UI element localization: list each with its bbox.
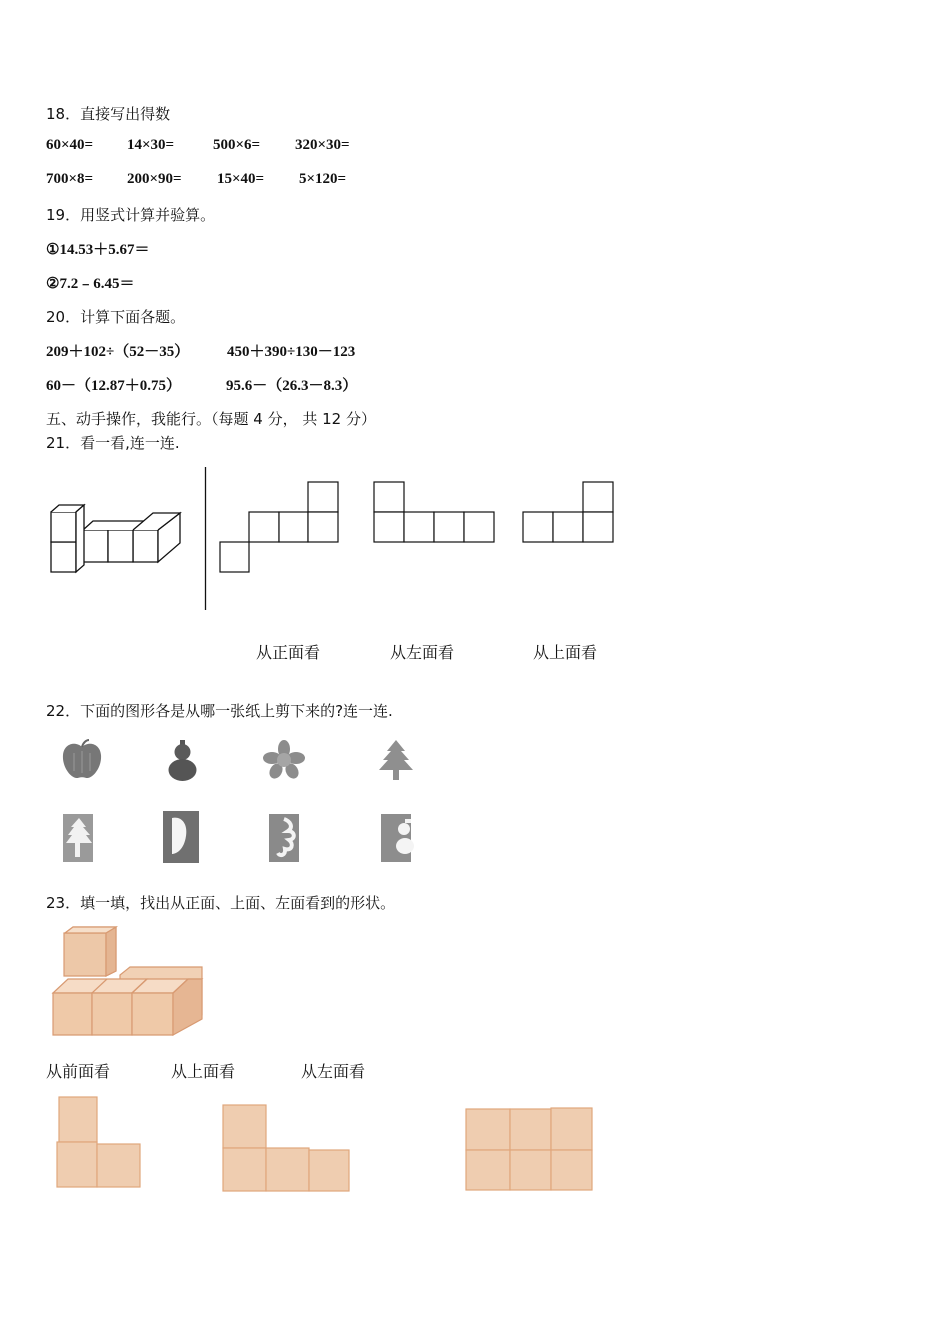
flower-icon [262,740,306,780]
q20-row2 [46,374,357,395]
q23-view-a [56,1096,142,1190]
q19-title: 19．用竖式计算并验算。 [46,206,216,224]
q18-row1 [46,137,350,154]
q18-expr: 5×120= [299,171,347,187]
q18-row2 [46,171,346,188]
q21-divider-line [204,467,207,610]
q18-expr: 200×90= [127,171,182,187]
q23-title: 23．填一填，找出从正面、上面、左面看到的形状。 [46,894,396,912]
q23-view-b [222,1104,352,1194]
q20-row1 [46,340,355,361]
q18-expr: 500×6= [213,137,261,153]
q23-label-top: 从上面看 [171,1062,236,1081]
q18-title: 18．直接写出得数 [46,105,171,123]
q23-view-c [465,1107,595,1193]
q18-expr: 15×40= [217,171,265,187]
q20-expr: 450＋390÷130－123 [227,344,356,360]
q21-title: 21．看一看,连一连. [46,434,180,452]
q20-title: 20．计算下面各题。 [46,308,186,326]
q21-view-option-b [373,481,496,543]
q20-expr: 95.6－（26.3－8.3） [226,378,358,394]
q18-expr: 60×40= [46,137,94,153]
paper-flower-cut-icon [268,813,300,863]
q21-label-front: 从正面看 [256,643,321,662]
q21-label-top: 从上面看 [533,643,598,662]
q21-view-option-c [522,481,615,543]
q19-item2: ②7.2﹣6.45＝ [46,276,135,292]
paper-tree-cut-icon [62,813,94,863]
q20-expr: 60－（12.87＋0.75） [46,378,182,394]
q21-label-left: 从左面看 [390,643,455,662]
q21-view-option-a [219,481,340,573]
q23-cube-structure [50,927,206,1039]
tree-icon [376,739,416,781]
q18-expr: 14×30= [127,137,175,153]
q18-expr: 320×30= [295,137,350,153]
gourd-icon [163,739,203,783]
q18-expr: 700×8= [46,171,94,187]
q21-cube-stack-figure [48,505,188,575]
q23-label-front: 从前面看 [46,1062,111,1081]
paper-gourd-cut-icon [380,813,412,863]
apple-icon [60,739,104,781]
q20-expr: 209＋102÷（52－35） [46,344,190,360]
q22-title: 22．下面的图形各是从哪一张纸上剪下来的?连一连. [46,702,393,720]
section5-title: 五、动手操作，我能行。（每题 4 分， 共 12 分） [46,410,376,428]
q19-item1: ①14.53＋5.67＝ [46,242,150,258]
paper-apple-cut-icon [162,810,200,864]
q23-label-left: 从左面看 [301,1062,366,1081]
